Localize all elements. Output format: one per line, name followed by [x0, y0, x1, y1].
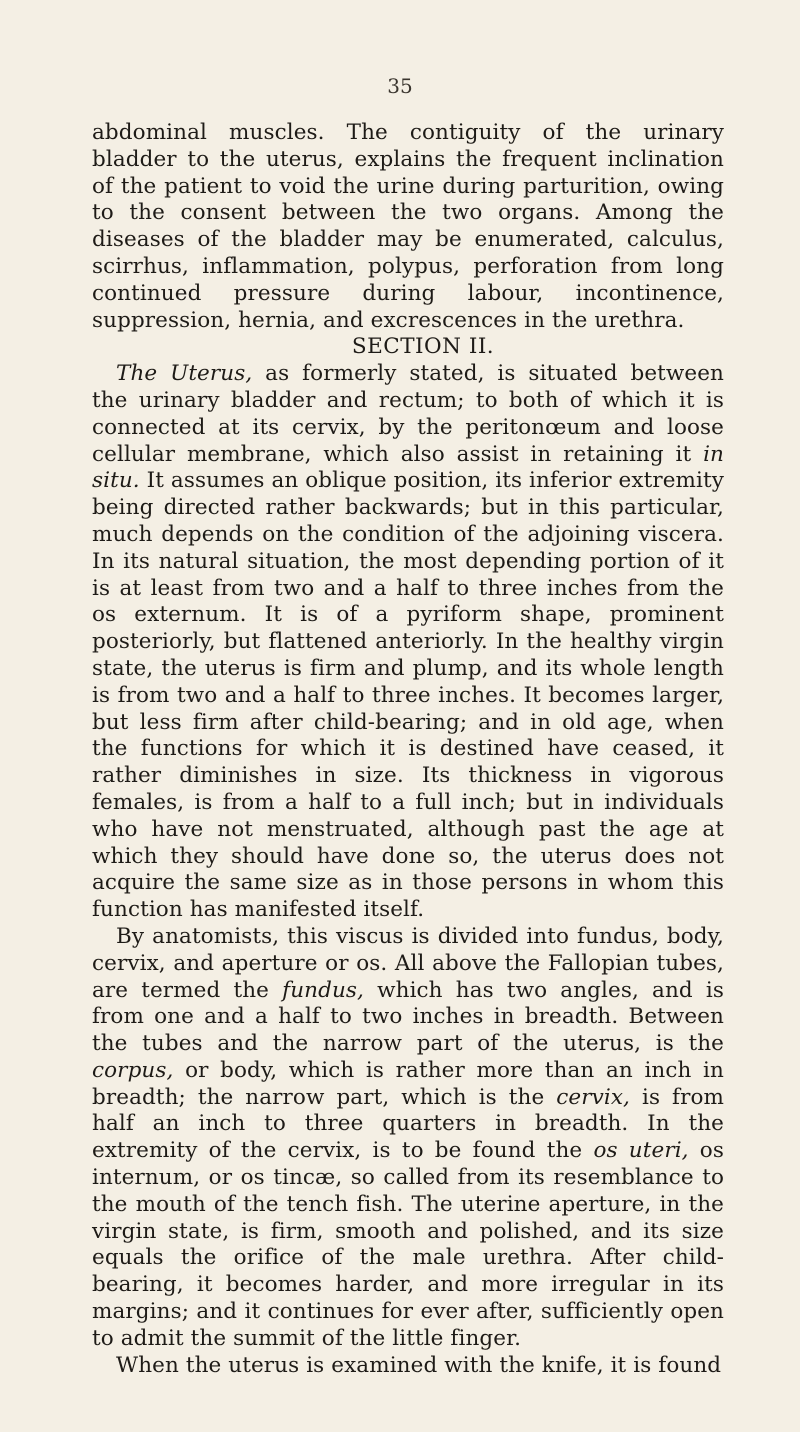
divisions-part-b: which has two angles, and is from one and a half to two inches in breadth. Between the tubes and the narrow part of the uterus, is the [92, 977, 724, 1057]
paragraph-uterus-divisions [92, 924, 724, 1353]
term-os-uteri: os uteri, [593, 1138, 689, 1164]
paragraph-uterus-intro [92, 361, 724, 924]
paragraph-uterus-intro-part-a: as formerly stated, is situated between the urinary bladder and rectum; to both of which it is connected at its cervix, by the peritonœum and loose cellular membrane, which also assist in retaining it [92, 361, 724, 467]
paragraph-bladder: abdominal muscles. The contiguity of the urinary bladder to the uterus, explains the frequent inclination of the patient to void the urine during parturition, owing to the consent between the two organs. Among the diseases of the bladder may be enumerated, calculus, scirrhus, inflammation, polypus, perforation from long continued pressure during labour, incontinence, suppression, hernia, and excrescences in the urethra. [92, 120, 724, 333]
term-the-uterus: The Uterus, [116, 361, 253, 387]
term-fundus: fundus, [282, 977, 364, 1003]
paragraph-knife-examination: When the uterus is examined with the knife, it is found [116, 1352, 722, 1378]
page-number: 35 [387, 74, 413, 98]
divisions-part-a: By anatomists, this viscus is divided into fundus, body, cervix, and aperture or os. All above the Fallopian tubes, are termed the [92, 923, 724, 1003]
divisions-part-c: or body, which is rather more than an inch in breadth; the narrow part, which is the [92, 1057, 724, 1110]
body-text [92, 120, 724, 1379]
divisions-part-d: is from half an inch to three quarters in breadth. In the extremity of the cervix, is to be found the [92, 1084, 725, 1164]
term-cervix: cervix, [556, 1084, 630, 1110]
paragraph-uterus-intro-part-b: It assumes an oblique position, its inferior extremity being directed rather backwards; but in this particular, much depends on the condition of the adjoining viscera. In its natural situation, the most depending portion of it is at least from two and a half to three inches from the os externum. It is of a pyriform shape, prominent posteriorly, but flattened anteriorly. In the healthy virgin state, the uterus is firm and plump, and its whole length is from two and a half to three inches. It becomes larger, but less firm after child-bearing; and in old age, when the functions for which it is destined have ceased, it rather diminishes in size. Its thickness in vigorous females, is from a half to a full inch; but in individuals who have not menstruated, although past the age at which they should have done so, the uterus does not acquire the same size as in those persons in whom this function has manifested itself. [92, 468, 725, 923]
section-heading: SECTION II. [351, 334, 495, 360]
term-corpus: corpus, [92, 1057, 174, 1083]
divisions-part-e: os internum, or os tincæ, so called from its resemblance to the mouth of the tench fish. The uterine aperture, in the virgin state, is firm, smooth and polished, and its size equals the orifice of the male urethra. After child-bearing, it becomes harder, and more irregular in its margins; and it continues for ever after, sufficiently open to admit the summit of the little finger. [92, 1138, 724, 1351]
term-in-situ: in situ. [92, 441, 724, 494]
